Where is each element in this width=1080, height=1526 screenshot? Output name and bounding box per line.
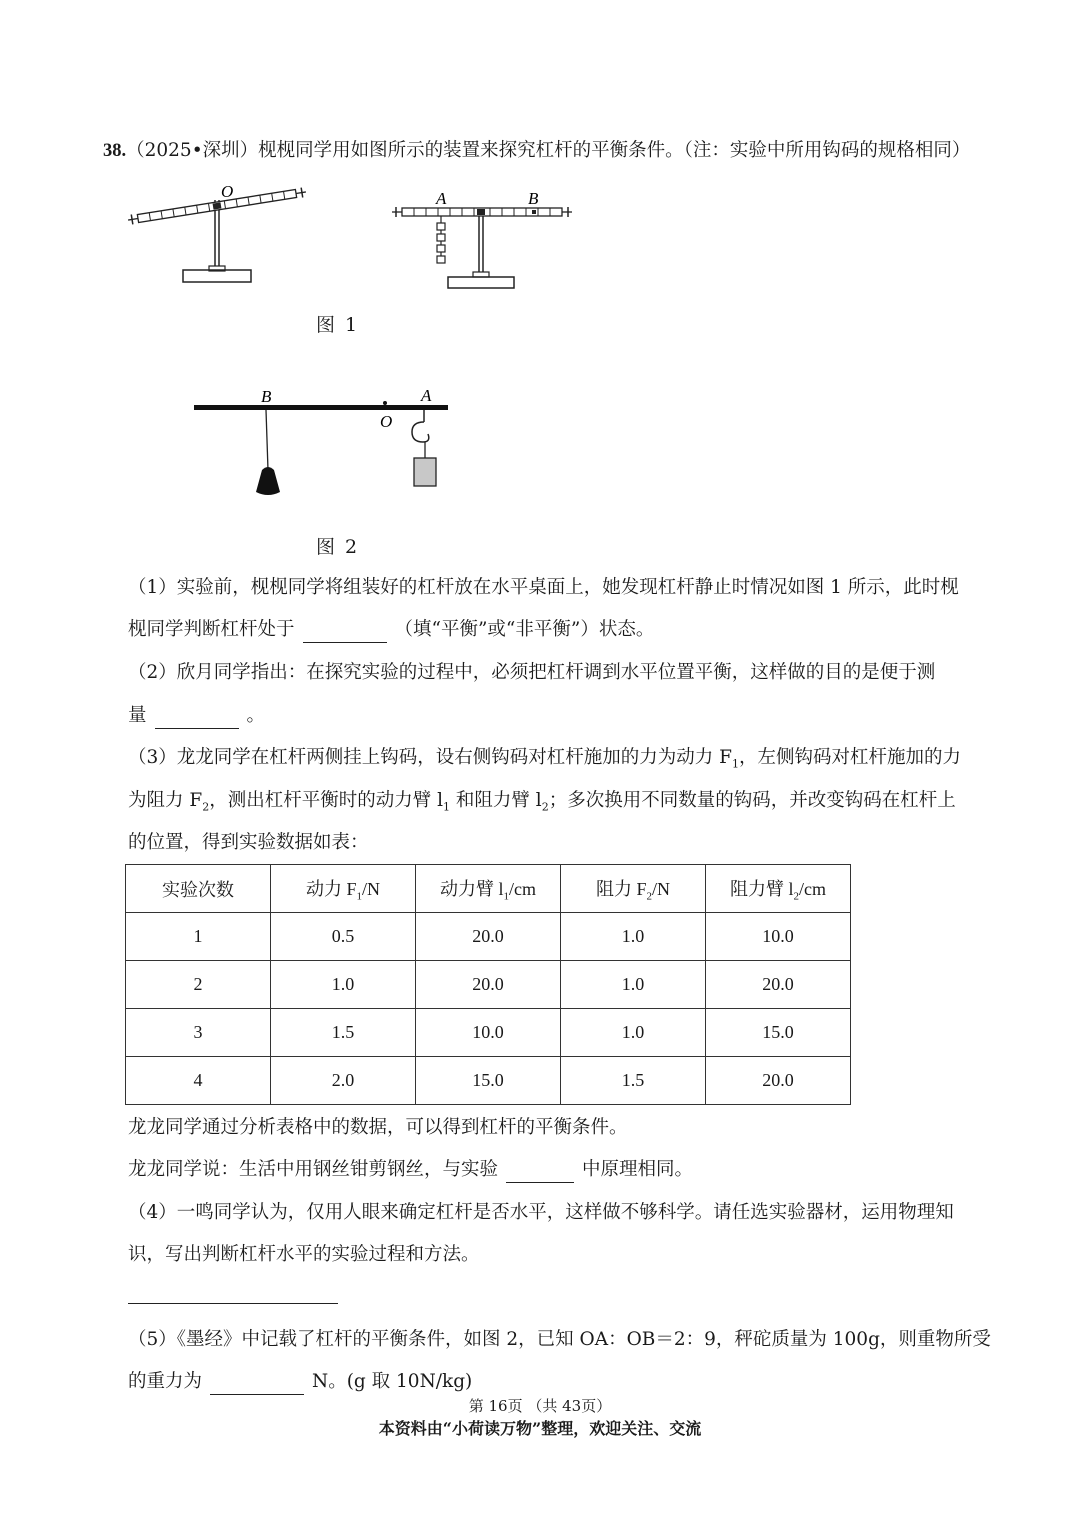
point-label-o: O — [380, 412, 393, 431]
question-intro: （2025•深圳）枧枧同学用如图所示的装置来探究杠杆的平衡条件。（注：实验中所用钩码的规格相同） — [126, 140, 971, 161]
table-cell: 10.0 — [416, 1009, 561, 1057]
table-row — [126, 1057, 851, 1105]
point-label-b: B — [528, 189, 539, 208]
part3-line2 — [128, 788, 956, 821]
subscript: 1 — [732, 757, 739, 771]
figure2-caption: 图 2 — [316, 536, 360, 558]
table-cell: 20.0 — [416, 913, 561, 961]
table-cell: 1.5 — [271, 1009, 416, 1057]
table-header-cell: 动力 $F_1/N$ — [271, 865, 416, 913]
figure1-caption: 图 1 — [316, 314, 360, 336]
table-cell: 1.0 — [271, 961, 416, 1009]
subscript: 2 — [202, 800, 210, 814]
answer-blank-2[interactable] — [155, 708, 239, 729]
table-cell: 15.0 — [416, 1057, 561, 1105]
part3-after-table-2 — [128, 1157, 693, 1183]
counterweight-sliding-weight — [256, 467, 280, 495]
question-number: 38. — [103, 141, 127, 161]
part2-line1: （2）欣月同学指出：在探究实验的过程中，必须把杠杆调到水平位置平衡，这样做的目的是便于测 — [128, 662, 936, 683]
part2-text-b: 。 — [246, 705, 266, 726]
table-cell: 1.0 — [561, 913, 706, 961]
table-row — [126, 1009, 851, 1057]
table-cell: 1.0 — [561, 1009, 706, 1057]
table-cell: 1 — [126, 913, 271, 961]
figure1-tilted-lever — [125, 180, 315, 290]
part5-text: 的重力为 — [128, 1371, 203, 1392]
part3-line1 — [128, 745, 961, 778]
point-label-a: A — [421, 386, 432, 405]
part3-text: 龙龙同学说：生活中用钢丝钳剪钢丝，与实验 — [128, 1159, 499, 1180]
table-row — [126, 961, 851, 1009]
part1-text-a: 枧同学判断杠杆处于 — [128, 619, 295, 640]
part1-text-b: （填“平衡”或“非平衡”）状态。 — [394, 619, 655, 640]
table-cell: 20.0 — [706, 961, 851, 1009]
part2-text-a: 量 — [128, 705, 147, 726]
table-header-cell: 实验次数 — [126, 865, 271, 913]
answer-blank-5[interactable] — [210, 1374, 304, 1395]
part5-line1: （5）《墨经》中记载了杠杆的平衡条件，如图 2，已知 OA：OB＝2：9，秤砣质量为 100g，则重物所受 — [128, 1329, 991, 1350]
point-label-a: A — [436, 189, 447, 208]
experiment-data-table — [125, 864, 851, 1105]
answer-blank-1[interactable] — [303, 622, 387, 643]
part3-text: 为阻力 F — [128, 790, 203, 811]
table-header-cell: 动力臂 $l_1/cm$ — [416, 865, 561, 913]
table-cell: 3 — [126, 1009, 271, 1057]
table-cell: 15.0 — [706, 1009, 851, 1057]
figure1-balanced-lever — [390, 185, 575, 295]
part3-after-table-1: 龙龙同学通过分析表格中的数据，可以得到杠杆的平衡条件。 — [128, 1117, 628, 1138]
table-row — [126, 913, 851, 961]
steelyard-beam — [194, 405, 448, 410]
table-cell: 20.0 — [416, 961, 561, 1009]
table-header-cell: 阻力臂 $l_2/cm$ — [706, 865, 851, 913]
part3-line3: 的位置，得到实验数据如表： — [128, 832, 369, 853]
part1-line1: （1）实验前，枧枧同学将组装好的杠杆放在水平桌面上，她发现杠杆静止时情况如图 1 所示，此时枧 — [128, 577, 959, 598]
table-cell: 2.0 — [271, 1057, 416, 1105]
page-number: 第 16页 （共 43页） — [468, 1397, 612, 1415]
horizontal-lever-bar — [392, 207, 572, 217]
question-header — [103, 138, 970, 164]
stand-base — [183, 270, 251, 282]
part4-line2: 识，写出判断杠杆水平的实验过程和方法。 — [128, 1244, 480, 1265]
table-cell: 1.0 — [561, 961, 706, 1009]
part3-text: ，测出杠杆平衡时的动力臂 l — [209, 790, 444, 811]
stand-base — [448, 277, 514, 288]
table-cell: 10.0 — [706, 913, 851, 961]
point-label-b: B — [261, 387, 272, 406]
part3-text: ，左侧钩码对杠杆施加的力 — [739, 747, 962, 768]
answer-line-4[interactable] — [128, 1303, 338, 1304]
table-cell: 1.5 — [561, 1057, 706, 1105]
table-cell: 2 — [126, 961, 271, 1009]
part3-text: 和阻力臂 l — [450, 790, 542, 811]
credit-line: 本资料由“小荷读万物”整理，欢迎关注、交流 — [378, 1419, 702, 1438]
part4-line1: （4）一鸣同学认为，仅用人眼来确定杠杆是否水平，这样做不够科学。请任选实验器材，运用物理知 — [128, 1202, 954, 1223]
hanging-weights — [437, 216, 445, 263]
part2-line2 — [128, 703, 265, 729]
table-header-row — [126, 865, 851, 913]
heavy-object-box — [414, 458, 436, 486]
part3-text: ；多次换用不同数量的钩码，并改变钩码在杠杆上 — [548, 790, 956, 811]
subscript: 1 — [443, 800, 451, 814]
table-cell: 0.5 — [271, 913, 416, 961]
figure2-steelyard — [190, 382, 455, 502]
part3-text: 中原理相同。 — [582, 1159, 694, 1180]
part3-text: （3）龙龙同学在杠杆两侧挂上钩码，设右侧钩码对杠杆施加的力为动力 F — [128, 747, 732, 768]
table-header-cell: 阻力 $F_2/N$ — [561, 865, 706, 913]
part5-line2 — [128, 1369, 472, 1395]
part5-text: N。(g 取 10N/kg) — [312, 1371, 473, 1392]
table-cell: 4 — [126, 1057, 271, 1105]
subscript: 2 — [541, 800, 549, 814]
table-cell: 20.0 — [706, 1057, 851, 1105]
answer-blank-3[interactable] — [506, 1162, 574, 1183]
pivot-label-o: O — [221, 182, 234, 201]
part1-line2 — [128, 617, 654, 643]
tilted-lever-bar — [127, 187, 306, 225]
